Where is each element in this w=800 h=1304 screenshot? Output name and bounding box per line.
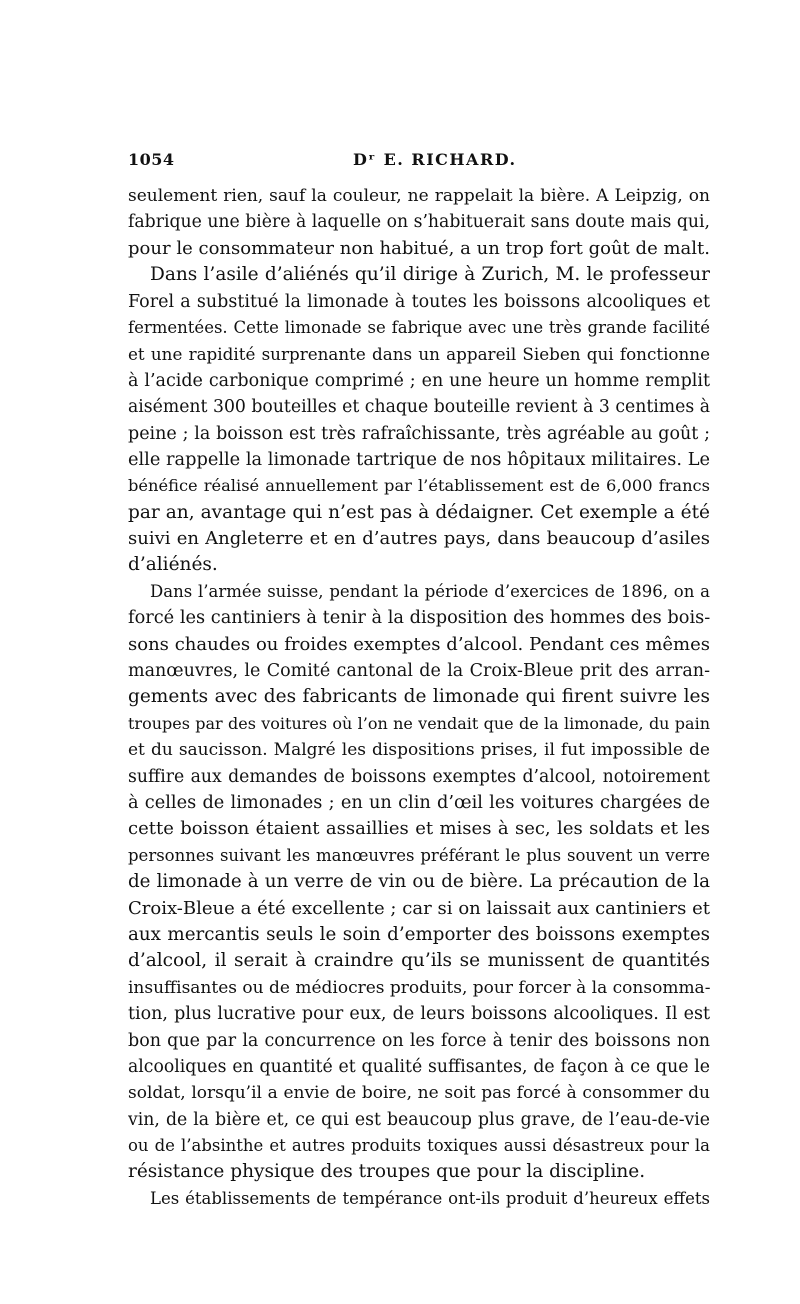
text-line: suivi en Angleterre et en d’autres pays, dans beaucoup d’asiles <box>128 528 710 550</box>
text-line: insuffisantes ou de médiocres produits, pour forcer à la consomma- <box>128 977 710 998</box>
text-line: de limonade à un verre de vin ou de bière. La précaution de la <box>128 871 710 893</box>
text-line: soldat, lorsqu’il a envie de boire, ne soit pas forcé à consommer du <box>128 1083 710 1104</box>
text-line: peine ; la boisson est très rafraîchissante, très agréable au goût ; <box>128 423 710 444</box>
text-line: Dans l’asile d’aliénés qu’il dirige à Zurich, M. le professeur <box>150 264 710 286</box>
text-line: à celles de limonades ; en un clin d’œil les voitures chargées de <box>128 792 710 813</box>
text-line: d’aliénés. <box>128 554 218 576</box>
text-line: d’alcool, il serait à craindre qu’ils se munissent de quantités <box>128 950 710 972</box>
text-line: fermentées. Cette limonade se fabrique avec une très grande facilité <box>128 317 710 337</box>
text-line: troupes par des voitures où l’on ne vendait que de la limonade, du pain <box>128 713 710 733</box>
text-line: manœuvres, le Comité cantonal de la Croix-Bleue prit des arran- <box>128 661 710 682</box>
body-text <box>128 183 710 1212</box>
text-line: elle rappelle la limonade tartrique de nos hôpitaux militaires. Le <box>128 449 710 470</box>
text-line: cette boisson étaient assaillies et mises à sec, les soldats et les <box>128 818 710 840</box>
text-line: tion, plus lucrative pour eux, de leurs boissons alcooliques. Il est <box>128 1004 710 1025</box>
text-line: aux mercantis seuls le soin d’emporter des boissons exemptes <box>128 923 710 945</box>
text-line: par an, avantage qui n’est pas à dédaigner. Cet exemple a été <box>128 501 710 523</box>
text-line: Les établissements de tempérance ont-ils produit d’heureux effets <box>150 1188 710 1208</box>
text-line: suffire aux demandes de boissons exemptes d’alcool, notoirement <box>128 766 710 787</box>
text-line: alcooliques en quantité et qualité suffisantes, de façon à ce que le <box>128 1056 710 1077</box>
text-line: ou de l’absinthe et autres produits toxiques aussi désastreux pour la <box>128 1136 710 1156</box>
text-line: bénéfice réalisé annuellement par l’établissement est de 6,000 francs <box>128 476 710 496</box>
text-line: aisément 300 bouteilles et chaque bouteille revient à 3 centimes à <box>128 397 710 418</box>
text-line: forcé les cantiniers à tenir à la disposition des hommes des bois- <box>128 608 710 629</box>
text-line: résistance physique des troupes que pour la discipline. <box>128 1161 646 1183</box>
text-line: Croix-Bleue a été excellente ; car si on laissait aux cantiniers et <box>128 897 710 919</box>
running-header <box>128 150 710 178</box>
text-line: bon que par la concurrence on les force à tenir des boissons non <box>128 1030 710 1051</box>
text-line: pour le consommateur non habitué, a un trop fort goût de malt. <box>128 237 710 259</box>
text-line: fabrique une bière à laquelle on s’habituerait sans doute mais qui, <box>128 212 710 233</box>
text-line: vin, de la bière et, ce qui est beaucoup plus grave, de l’eau-de-vie <box>128 1109 710 1130</box>
text-line: et une rapidité surprenante dans un appareil Sieben qui fonctionne <box>128 344 710 365</box>
text-line: sons chaudes ou froides exemptes d’alcool. Pendant ces mêmes <box>128 633 710 655</box>
text-line: gements avec des fabricants de limonade qui firent suivre les <box>128 686 710 708</box>
text-line: à l’acide carbonique comprimé ; en une heure un homme remplit <box>128 370 710 391</box>
text-line: Forel a substitué la limonade à toutes les boissons alcooliques et <box>128 291 710 312</box>
text-line: seulement rien, sauf la couleur, ne rappelait la bière. A Leipzig, on <box>128 186 710 206</box>
running-title: Dʳ E. RICHARD. <box>353 150 517 169</box>
text-line: personnes suivant les manœuvres préférant le plus souvent un verre <box>128 845 710 865</box>
page-number: 1054 <box>128 150 175 169</box>
text-line: et du saucisson. Malgré les dispositions prises, il fut impossible de <box>128 740 710 761</box>
text-line: Dans l’armée suisse, pendant la période d’exercices de 1896, on a <box>150 581 710 601</box>
